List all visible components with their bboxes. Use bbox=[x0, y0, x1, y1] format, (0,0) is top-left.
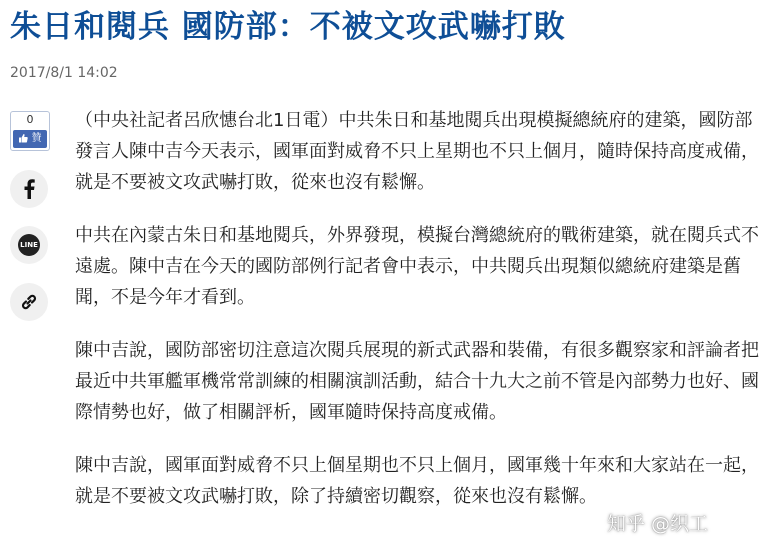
like-button[interactable] bbox=[13, 130, 47, 148]
like-count: 0 bbox=[26, 113, 34, 126]
article-paragraph: 陳中吉說，國軍面對威脅不只上個星期也不只上個月，國軍幾十年來和大家站在一起，就是不要被文攻武嚇打敗，除了持續密切觀察，從來也沒有鬆懈。 bbox=[75, 455, 759, 507]
article-paragraph: 陳中吉說，國防部密切注意這次閱兵展現的新式武器和裝備，有很多觀察家和評論者把最近中共軍艦軍機常常訓練的相關演訓活動，結合十九大之前不管是內部勢力也好、國際情勢也好，做了相關評析，國軍隨時保持高度戒備。 bbox=[75, 340, 759, 423]
facebook-share-button[interactable] bbox=[10, 170, 48, 208]
line-share-button[interactable] bbox=[10, 226, 48, 264]
like-label: 贊 bbox=[31, 133, 42, 144]
thumbs-up-icon bbox=[18, 133, 28, 143]
zhihu-watermark: 知乎 @织工 bbox=[607, 513, 709, 535]
publish-date: 2017/8/1 14:02 bbox=[10, 65, 118, 81]
article-paragraph: （中央社記者呂欣憓台北1日電）中共朱日和基地閱兵出現模擬總統府的建築，國防部發言人陳中吉今天表示，國軍面對威脅不只上星期也不只上個月，隨時保持高度戒備，就是不要被文攻武嚇打敗，從來也沒有鬆懈。 bbox=[75, 110, 759, 193]
article-title: 朱日和閱兵 國防部：不被文攻武嚇打敗 bbox=[10, 9, 566, 45]
article-body bbox=[75, 105, 765, 534]
copy-link-button[interactable] bbox=[10, 283, 48, 321]
facebook-like-widget[interactable] bbox=[10, 111, 50, 151]
facebook-icon bbox=[22, 179, 36, 199]
article-paragraph: 中共在內蒙古朱日和基地閱兵，外界發現，模擬台灣總統府的戰術建築，就在閱兵式不遠處。陳中吉在今天的國防部例行記者會中表示，中共閱兵出現類似總統府建築是舊聞，不是今年才看到。 bbox=[75, 225, 759, 308]
line-icon: LINE bbox=[18, 234, 40, 256]
link-icon bbox=[19, 292, 39, 312]
